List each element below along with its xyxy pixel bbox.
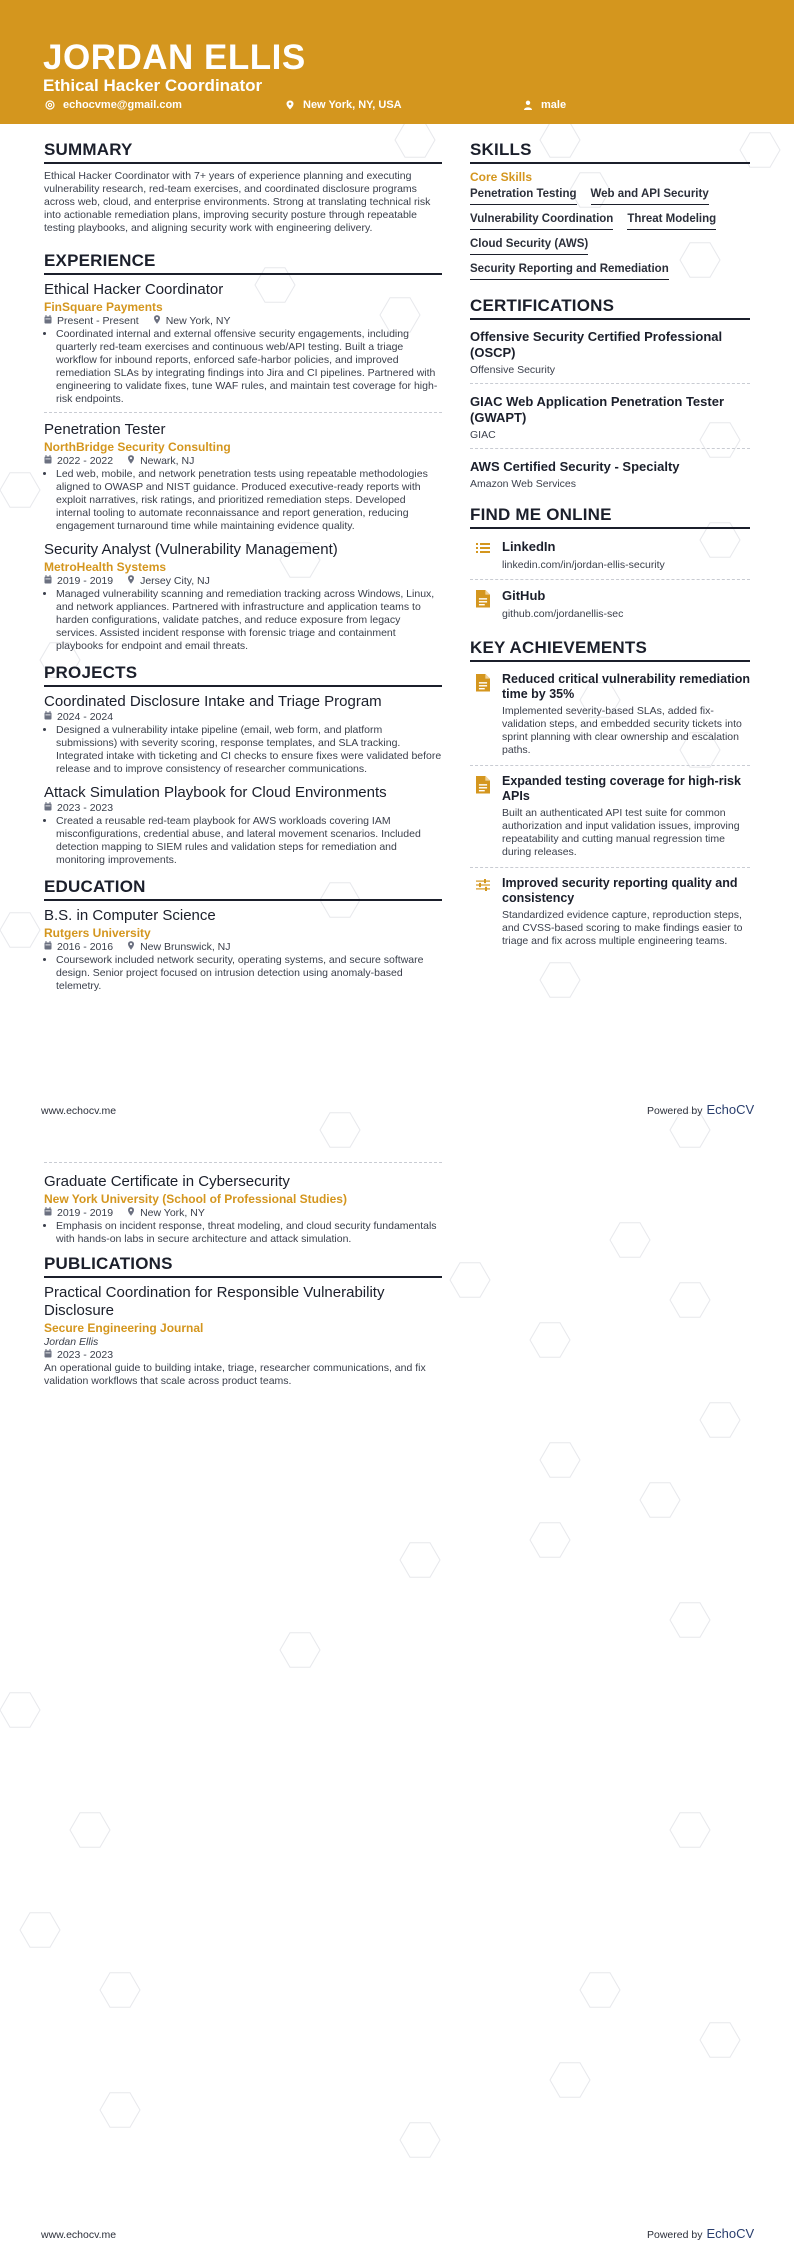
calendar-icon (44, 1207, 52, 1220)
section-title: KEY ACHIEVEMENTS (470, 638, 750, 662)
entry-bullets (56, 588, 442, 653)
date-text: 2024 - 2024 (57, 711, 114, 723)
online-link-text (502, 539, 665, 571)
powered-label: Powered by (647, 1105, 703, 1117)
contact-location (285, 99, 402, 111)
list-icon (476, 541, 490, 571)
section-title: EDUCATION (44, 877, 442, 901)
achievement-title: Expanded testing coverage for high-risk APIs (502, 774, 741, 803)
certification-title: GIAC Web Application Penetration Tester (GWAPT) (470, 394, 725, 425)
brand-name: EchoCV (706, 1102, 755, 1117)
calendar-icon (44, 315, 52, 328)
entry-title: B.S. in Computer Science (44, 907, 216, 924)
achievement-description: Built an authenticated API test suite for common authorization and input validation issues, improving repeatability and cutting manual regression time during releases. (502, 807, 740, 858)
entry-organization: MetroHealth Systems (44, 560, 167, 574)
bullet-item: • Created a reusable red-team playbook for AWS workloads covering IAM misconfigurations, credential abuse, and lateral movement scenarios. Included detection mapping to SIEM rules and validation steps for remediation and monitoring improvements. (56, 815, 442, 867)
entry-organization: FinSquare Payments (44, 300, 163, 314)
location (127, 575, 210, 588)
hexagon-decoration (670, 1113, 710, 1148)
document-icon (476, 590, 490, 620)
hexagon-decoration (670, 1813, 710, 1848)
skills-group-title: Core Skills (470, 170, 533, 184)
hexagon-decoration (700, 1403, 740, 1438)
hexagon-decoration (530, 1523, 570, 1558)
certification-issuer: Offensive Security (470, 364, 556, 376)
location-text: New York, NY (140, 1207, 205, 1219)
publications-list (44, 1284, 442, 1388)
hexagon-decoration (670, 1283, 710, 1318)
publication-title: Practical Coordination for Responsible Vulnerability Disclosure (44, 1284, 385, 1319)
location-pin-icon (127, 1207, 135, 1220)
achievements-list (470, 668, 750, 956)
education-entry (44, 907, 442, 993)
section-title: SKILLS (470, 140, 750, 164)
powered-label: Powered by (647, 2229, 703, 2241)
hexagon-decoration (100, 1973, 140, 2008)
skill-tag: Security Reporting and Remediation (470, 261, 669, 280)
section-title: SUMMARY (44, 140, 442, 164)
header-banner (0, 0, 794, 124)
education-entry (44, 1173, 442, 1246)
left-column (44, 140, 442, 1001)
powered-by[interactable] (647, 1102, 754, 1117)
skills-section (470, 140, 750, 280)
summary-text: Ethical Hacker Coordinator with 7+ years of experience planning and executing vulnerability research, red-team exercises, and coordinated disclosure programs across web, cloud, and enterprise environments. Strong at translating technical risk into actionable remediation plans, improving security posture through repeatable testing playbooks, and aligning security work with engineering delivery. (44, 170, 431, 234)
calendar-icon (44, 941, 52, 954)
projects-list (44, 693, 442, 867)
certification-entry (470, 391, 750, 449)
education-section (44, 877, 442, 993)
hexagon-decoration (640, 1483, 680, 1518)
experience-section (44, 251, 442, 653)
divider (44, 1162, 442, 1163)
achievement-entry (470, 872, 750, 956)
education-list-continued (44, 1173, 442, 1246)
skill-tag: Penetration Testing (470, 186, 577, 205)
section-title: PROJECTS (44, 663, 442, 687)
certification-title: AWS Certified Security - Specialty (470, 459, 680, 474)
location-text: Jersey City, NJ (140, 575, 210, 587)
online-links-list (470, 535, 750, 628)
right-column (470, 140, 750, 960)
location-text: New York, NY (165, 315, 231, 327)
achievement-title: Reduced critical vulnerability remediation time by 35% (502, 672, 750, 701)
date-range (44, 1349, 113, 1362)
certification-title: Offensive Security Certified Professional (OSCP) (470, 329, 723, 360)
date-range (44, 941, 113, 954)
hexagon-decoration (0, 473, 40, 508)
date-range (44, 1207, 113, 1220)
date-text: 2019 - 2019 (57, 1207, 114, 1219)
publication-venue: Secure Engineering Journal (44, 1321, 204, 1335)
location-pin-icon (127, 575, 135, 588)
calendar-icon (44, 575, 52, 588)
date-range (44, 575, 113, 588)
location-pin-icon (153, 315, 161, 328)
bullet-item: • Coursework included network security, operating systems, and secure software design. Senior project focused on intrusion detection using anomaly-based telemetry. (56, 954, 442, 993)
achievement-text (502, 774, 750, 859)
document-icon (476, 776, 490, 859)
hexagon-decoration (320, 1113, 360, 1148)
calendar-icon (44, 802, 52, 815)
certifications-section (470, 296, 750, 497)
date-text: 2016 - 2016 (57, 941, 114, 953)
date-location-row (44, 1207, 442, 1220)
entry-bullets (56, 328, 442, 406)
skill-tag: Vulnerability Coordination (470, 211, 613, 230)
hexagon-decoration (280, 1633, 320, 1668)
date-range (44, 711, 113, 724)
section-title: CERTIFICATIONS (470, 296, 750, 320)
entry-title: Penetration Tester (44, 421, 166, 438)
footer-site-link[interactable]: www.echocv.me (41, 1105, 117, 1117)
entry-bullets (56, 954, 442, 993)
date-location-row (44, 315, 442, 328)
date-text: 2022 - 2022 (57, 455, 114, 467)
candidate-role: Ethical Hacker Coordinator (43, 76, 263, 95)
entry-bullets (56, 724, 442, 776)
entry-title: Ethical Hacker Coordinator (44, 281, 224, 298)
date-range (44, 802, 113, 815)
experience-entry (44, 541, 442, 653)
hexagon-decoration (550, 2063, 590, 2098)
location-text: New York, NY, USA (303, 99, 402, 111)
publications-section (44, 1254, 442, 1388)
achievement-text (502, 672, 750, 757)
date-location-row (44, 575, 442, 588)
location (127, 1207, 205, 1220)
achievement-entry (470, 668, 750, 766)
location (153, 315, 231, 328)
location (127, 455, 194, 468)
date-location-row (44, 802, 442, 815)
date-text: 2023 - 2023 (57, 802, 114, 814)
hexagon-decoration (400, 1543, 440, 1578)
certification-issuer: Amazon Web Services (470, 478, 577, 490)
online-link-url[interactable]: github.com/jordanellis-sec (502, 608, 624, 620)
entry-bullets (56, 815, 442, 867)
hexagon-decoration (580, 1973, 620, 2008)
date-location-row (44, 455, 442, 468)
entry-organization: NorthBridge Security Consulting (44, 440, 231, 454)
entry-title: Attack Simulation Playbook for Cloud Environments (44, 784, 387, 801)
contact-email[interactable] (45, 99, 182, 111)
date-text: Present - Present (57, 315, 139, 327)
experience-list (44, 281, 442, 653)
education-list (44, 907, 442, 993)
hexagon-decoration (20, 1913, 60, 1948)
location (127, 941, 230, 954)
location-pin-icon (285, 100, 295, 110)
candidate-name: JORDAN ELLIS (43, 38, 306, 77)
calendar-icon (44, 455, 52, 468)
section-title: PUBLICATIONS (44, 1254, 442, 1278)
contact-gender (523, 99, 566, 111)
skill-tag: Cloud Security (AWS) (470, 236, 588, 255)
certification-entry (470, 326, 750, 384)
footer-site-link-page-2[interactable]: www.echocv.me (41, 2229, 117, 2241)
online-link-label: GitHub (502, 588, 546, 603)
date-location-row (44, 1349, 442, 1362)
publication-entry (44, 1284, 442, 1388)
at-icon (45, 100, 55, 110)
date-range (44, 315, 139, 328)
hexagon-decoration (450, 1263, 490, 1298)
online-link-label: LinkedIn (502, 539, 556, 554)
online-link-github[interactable] (470, 584, 750, 628)
certification-entry (470, 456, 750, 497)
hexagon-decoration (700, 2023, 740, 2058)
skill-tag: Web and API Security (591, 186, 709, 205)
online-link-url[interactable]: linkedin.com/in/jordan-ellis-security (502, 559, 665, 571)
hexagon-decoration (70, 1813, 110, 1848)
achievements-section (470, 638, 750, 956)
online-link-text (502, 588, 623, 620)
location-pin-icon (127, 941, 135, 954)
date-location-row (44, 711, 442, 724)
certification-issuer: GIAC (470, 429, 496, 441)
bullet-item: • Managed vulnerability scanning and remediation tracking across Windows, Linux, and network appliances. Partnered with infrastructure and application teams to harden configurations, validate patches, and reduce exposure from legacy services. Assisted incident response with forensic triage and containment playbooks for endpoint and email threats. (56, 588, 442, 653)
skill-tag: Threat Modeling (627, 211, 716, 230)
certifications-list (470, 326, 750, 497)
entry-organization: New York University (School of Professional Studies) (44, 1192, 347, 1206)
section-title: EXPERIENCE (44, 251, 442, 275)
publication-description: An operational guide to building intake, triage, researcher communications, and fix validation workflows that scale across product teams. (44, 1362, 426, 1387)
powered-by-page-2[interactable] (647, 2226, 754, 2241)
publication-author: Jordan Ellis (44, 1336, 99, 1348)
location-pin-icon (127, 455, 135, 468)
entry-bullets (56, 1220, 442, 1246)
date-text: 2019 - 2019 (57, 575, 114, 587)
hexagon-decoration (530, 1323, 570, 1358)
projects-section (44, 663, 442, 867)
sliders-icon (476, 878, 490, 948)
hexagon-decoration (0, 913, 40, 948)
achievement-description: Standardized evidence capture, reproduction steps, and CVSS-based scoring to make findings easier to triage and fix across multiple engineering teams. (502, 909, 743, 947)
project-entry (44, 693, 442, 776)
bullet-item: • Coordinated internal and external offensive security engagements, including quarterly red-team exercises and continuous web/API testing. Built a triage workflow for inbound reports, enforced safe-harbor policies, and improved remediation SLAs by integrating findings into Jira and CI pipelines. Partnered with engineering to validate fixes, tune WAF rules, and maintain test coverage for high-risk endpoints. (56, 328, 442, 406)
hexagon-decoration (540, 1443, 580, 1478)
project-entry (44, 784, 442, 867)
person-icon (523, 100, 533, 110)
gender-text: male (541, 99, 567, 111)
bullet-item: • Emphasis on incident response, threat modeling, and cloud security fundamentals with hands-on labs in secure architecture and attack simulation. (56, 1220, 442, 1246)
achievement-entry (470, 770, 750, 868)
location-text: Newark, NJ (140, 455, 195, 467)
entry-organization: Rutgers University (44, 926, 151, 940)
online-link-linkedin[interactable] (470, 535, 750, 580)
calendar-icon (44, 711, 52, 724)
date-location-row (44, 941, 442, 954)
date-range (44, 455, 113, 468)
experience-entry (44, 421, 442, 533)
hexagon-decoration (100, 2093, 140, 2128)
hexagon-decoration (670, 1603, 710, 1638)
achievement-title: Improved security reporting quality and consistency (502, 876, 738, 905)
online-section (470, 505, 750, 628)
bullet-item: • Led web, mobile, and network penetration tests using repeatable methodologies aligned to OWASP and NIST guidance. Produced executive-ready reports with exploit narratives, risk ratings, and prioritized remediation steps. Developed internal tooling to automate reconnaissance and report generation, reducing engagement turnaround time while maintaining evidence quality. (56, 468, 442, 533)
brand-name: EchoCV (706, 2226, 755, 2241)
email-text: echocvme@gmail.com (63, 99, 182, 111)
section-title: FIND ME ONLINE (470, 505, 750, 529)
hexagon-decoration (610, 1223, 650, 1258)
entry-title: Coordinated Disclosure Intake and Triage Program (44, 693, 382, 710)
date-text: 2023 - 2023 (57, 1349, 114, 1361)
hexagon-decoration (540, 963, 580, 998)
entry-title: Security Analyst (Vulnerability Management) (44, 541, 338, 558)
experience-entry (44, 281, 442, 413)
location-text: New Brunswick, NJ (140, 941, 231, 953)
entry-bullets (56, 468, 442, 533)
achievement-text (502, 876, 750, 948)
document-icon (476, 674, 490, 757)
hexagon-decoration (0, 1693, 40, 1728)
left-column-page-2 (44, 1162, 442, 1396)
skill-tags (470, 186, 750, 280)
calendar-icon (44, 1349, 52, 1362)
bullet-item: • Designed a vulnerability intake pipeline (email, web form, and platform submissions) with severity scoring, response templates, and SLA tracking. Integrated intake with ticketing and CI checks to ensure fixes were validated before release and to improve consistency of researcher communications. (56, 724, 442, 776)
hexagon-decoration (400, 2123, 440, 2158)
entry-title: Graduate Certificate in Cybersecurity (44, 1173, 290, 1190)
summary-section (44, 140, 442, 235)
achievement-description: Implemented severity-based SLAs, added fix-validation steps, and embedded security tickets into sprint planning with clear ownership and escalation paths. (502, 705, 742, 756)
